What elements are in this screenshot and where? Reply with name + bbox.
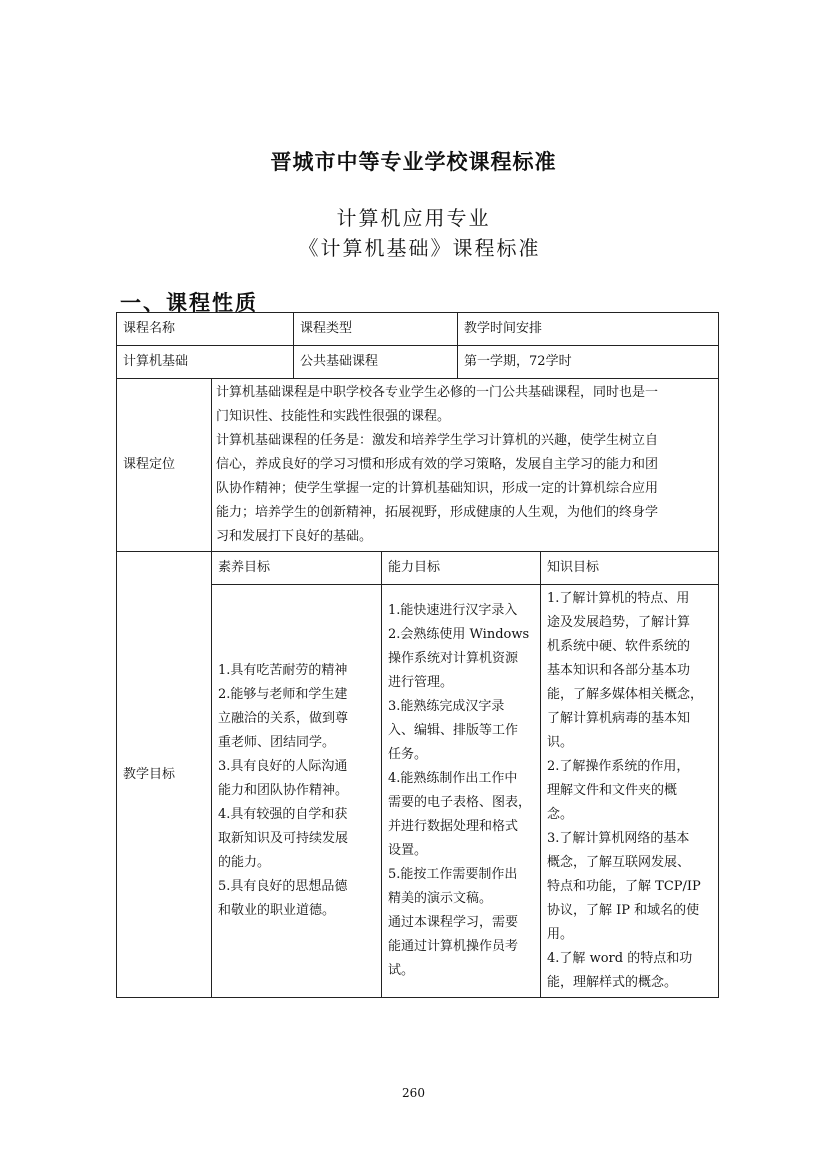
literacy-line: 1.具有吃苦耐劳的精神 [218, 663, 348, 678]
goals-label: 教学目标 [117, 552, 212, 998]
knowledge-line: 3.了解计算机网络的基本 [547, 831, 690, 846]
positioning-line: 队协作精神；使学生掌握一定的计算机基础知识，形成一定的计算机综合应用 [216, 481, 659, 496]
course-standard-title: 《计算机基础》课程标准 [298, 236, 541, 260]
ability-goals [382, 585, 541, 998]
literacy-line: 和敬业的职业道德。 [218, 903, 336, 918]
knowledge-goals [541, 585, 719, 998]
section-heading: 一、课程性质 [120, 291, 258, 315]
ability-line: 1.能快速进行汉字录入 [388, 603, 518, 618]
ability-line: 需要的电子表格、图表， [388, 795, 532, 810]
goals-header-row [117, 552, 719, 585]
ability-line: 入、编辑、排版等工作 [388, 723, 519, 738]
knowledge-line: 4.了解 word 的特点和功 [547, 951, 693, 966]
knowledge-line: 能，了解多媒体相关概念， [547, 687, 704, 702]
ability-line: 4.能熟练制作出工作中 [388, 771, 518, 786]
literacy-line: 3.具有良好的人际沟通 [218, 759, 348, 774]
header-course-name: 课程名称 [117, 313, 294, 346]
positioning-line: 习和发展打下良好的基础。 [216, 529, 373, 544]
ability-line: 设置。 [388, 843, 428, 858]
knowledge-line: 概念，了解互联网发展、 [547, 855, 691, 870]
goals-header-knowledge: 知识目标 [541, 552, 719, 585]
knowledge-line: 了解计算机病毒的基本知 [547, 711, 691, 726]
positioning-line: 计算机基础课程是中职学校各专业学生必修的一门公共基础课程，同时也是一 [216, 385, 659, 400]
ability-line: 操作系统对计算机资源 [388, 651, 519, 666]
knowledge-line: 理解文件和文件夹的概 [547, 783, 678, 798]
knowledge-line: 1.了解计算机的特点、用 [547, 591, 690, 606]
ability-line: 精美的演示文稿。 [388, 891, 493, 906]
major-title: 计算机应用专业 [336, 206, 491, 230]
knowledge-line: 能，理解样式的概念。 [547, 975, 678, 990]
literacy-line: 能力和团队协作精神。 [218, 783, 349, 798]
knowledge-line: 识。 [547, 735, 574, 750]
cell-course-type: 公共基础课程 [294, 346, 458, 379]
goals-header-ability: 能力目标 [382, 552, 541, 585]
ability-line: 进行管理。 [388, 675, 454, 690]
ability-line: 并进行数据处理和格式 [388, 819, 519, 834]
positioning-label: 课程定位 [117, 379, 212, 552]
knowledge-line: 念。 [547, 807, 574, 822]
knowledge-line: 基本知识和各部分基本功 [547, 663, 691, 678]
header-schedule: 教学时间安排 [458, 313, 719, 346]
table-header-row [117, 313, 719, 346]
ability-line: 3.能熟练完成汉字录 [388, 699, 505, 714]
literacy-line: 2.能够与老师和学生建 [218, 687, 348, 702]
knowledge-line: 用。 [547, 927, 574, 942]
ability-line: 试。 [388, 963, 415, 978]
literacy-line: 的能力。 [218, 855, 271, 870]
knowledge-line: 特点和功能，了解 TCP/IP [547, 879, 701, 894]
ability-line: 任务。 [388, 747, 428, 762]
knowledge-line: 2.了解操作系统的作用， [547, 759, 690, 774]
page-number: 260 [402, 1086, 425, 1100]
cell-course-name: 计算机基础 [117, 346, 294, 379]
positioning-content [212, 379, 719, 552]
positioning-line: 能力；培养学生的创新精神，拓展视野，形成健康的人生观，为他们的终身学 [216, 505, 659, 520]
literacy-line: 立融洽的关系，做到尊 [218, 711, 349, 726]
literacy-line: 取新知识及可持续发展 [218, 831, 349, 846]
knowledge-line: 协议，了解 IP 和域名的使 [547, 903, 700, 918]
literacy-line: 5.具有良好的思想品德 [218, 879, 348, 894]
literacy-line: 重老师、团结同学。 [218, 735, 336, 750]
positioning-line: 门知识性、技能性和实践性很强的课程。 [216, 409, 451, 424]
cell-schedule: 第一学期，72学时 [458, 346, 719, 379]
positioning-line: 计算机基础课程的任务是：激发和培养学生学习计算机的兴趣，使学生树立自 [216, 433, 659, 448]
knowledge-line: 机系统中硬、软件系统的 [547, 639, 691, 654]
ability-line: 能通过计算机操作员考 [388, 939, 519, 954]
ability-line: 5.能按工作需要制作出 [388, 867, 518, 882]
knowledge-line: 途及发展趋势，了解计算 [547, 615, 691, 630]
header-course-type: 课程类型 [294, 313, 458, 346]
literacy-line: 4.具有较强的自学和获 [218, 807, 348, 822]
ability-line: 通过本课程学习，需要 [388, 915, 519, 930]
ability-line: 2.会熟练使用 Windows [388, 627, 530, 642]
table-row [117, 346, 719, 379]
course-standard-table [116, 312, 719, 998]
school-title: 晋城市中等专业学校课程标准 [270, 150, 557, 174]
goals-header-literacy: 素养目标 [212, 552, 382, 585]
positioning-row [117, 379, 719, 552]
literacy-goals [212, 585, 382, 998]
positioning-line: 信心，养成良好的学习习惯和形成有效的学习策略，发展自主学习的能力和团 [216, 457, 659, 472]
